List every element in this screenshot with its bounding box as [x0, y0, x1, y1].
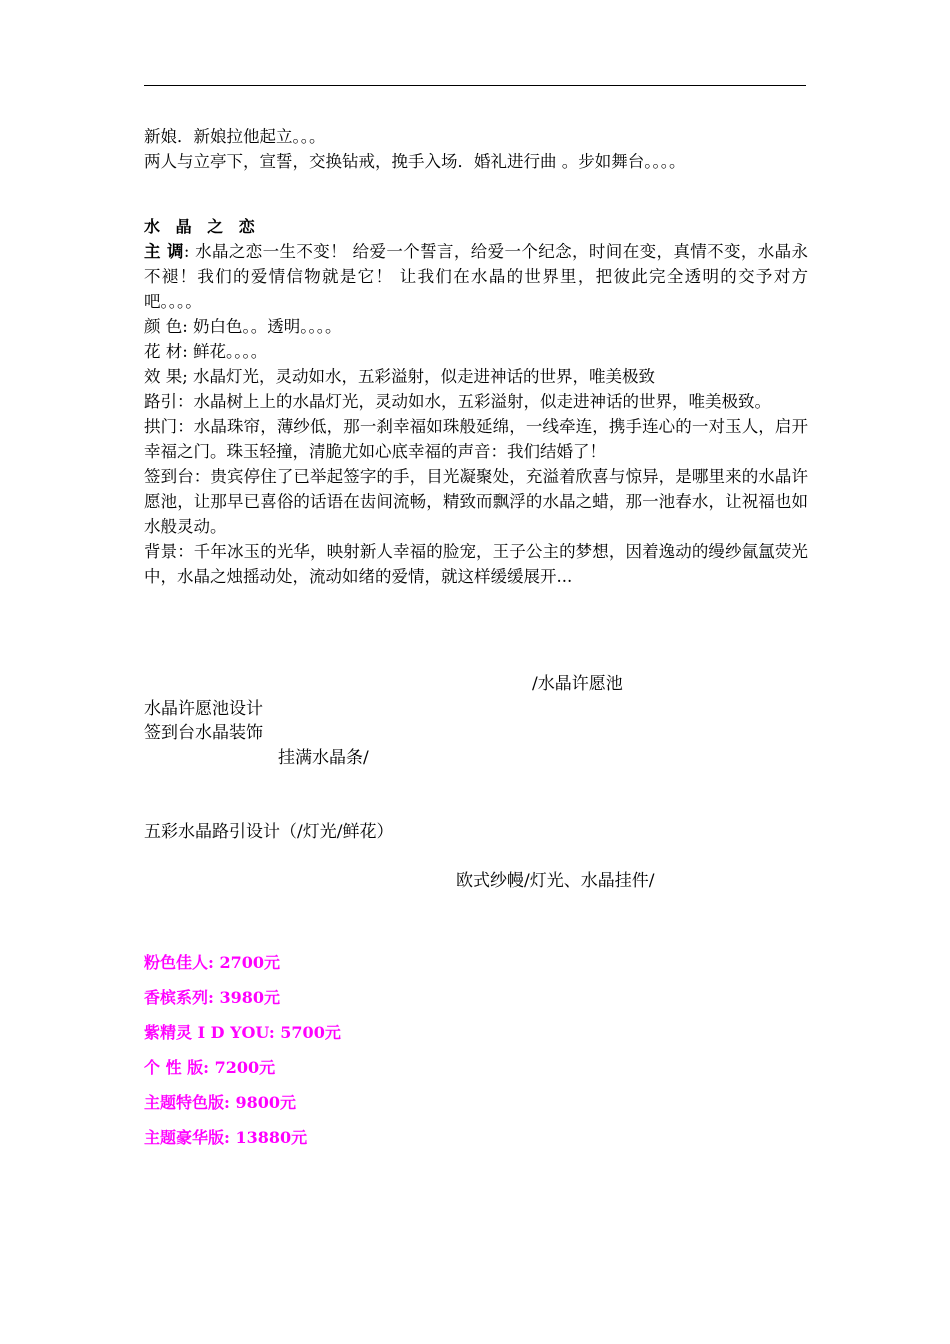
- text-line: 花 材: 鲜花。。。。: [144, 342, 268, 361]
- price-item: 个 性 版: 7200元: [144, 1058, 276, 1077]
- text-line: 新娘．新娘拉他起立。。。: [144, 127, 326, 146]
- intro-text: : 水晶之恋一生不变！ 给爱一个誓言，给爱一个纪念，时间在变，真情不变，水晶永不褪！我们的爱情信物就是它！ 让我们在水晶的世界里，把彼此完全透明的交予对方吧。。。。: [144, 242, 808, 311]
- caption-signin-decor: 签到台水晶装饰: [144, 723, 263, 743]
- text-line: 两人与立亭下，宣誓，交换钻戒，挽手入场．婚礼进行曲 。步如舞台。。。。: [144, 152, 686, 171]
- price-item: 主题特色版: 9800元: [144, 1093, 297, 1112]
- spacer: [144, 199, 808, 214]
- spacer: [144, 174, 808, 199]
- caption-crystal-strips: 挂满水晶条/: [278, 748, 369, 768]
- text-line: 颜 色: 奶白色。。透明。。。。: [144, 317, 342, 336]
- price-list: [144, 945, 341, 1155]
- text-line: 背景：千年冰玉的光华，映射新人幸福的脸宠，王子公主的梦想，因着逸动的缦纱氤氲荧光中，水晶之烛摇动处，流动如绪的爱情，就这样缓缓展开...: [144, 542, 808, 586]
- caption-aisle-design: 五彩水晶路引设计（/灯光/鲜花）: [144, 822, 394, 842]
- text-line: 路引：水晶树上上的水晶灯光，灵动如水，五彩溢射，似走进神话的世界，唯美极致。: [144, 392, 771, 411]
- section-title: 水 晶 之 恋: [144, 217, 260, 236]
- caption-wishing-pool: /水晶许愿池: [532, 674, 623, 694]
- caption-curtain: 欧式纱幔/灯光、水晶挂件/: [456, 871, 655, 891]
- text-line: 签到台：贵宾停住了已举起签字的手，目光凝聚处，充溢着欣喜与惊异，是哪里来的水晶许愿池，让那早已喜俗的话语在齿间流畅，精致而飘浮的水晶之蜡，那一池春水，让祝福也如水般灵动。: [144, 467, 808, 536]
- header-rule: [144, 85, 806, 86]
- document-body: [144, 124, 808, 589]
- text-line: 拱门：水晶珠帘，薄纱低，那一刹幸福如珠般延绵，一线牵连，携手连心的一对玉人，启开幸福之门。珠玉轻撞，清脆尤如心底幸福的声音：我们结婚了！: [144, 417, 808, 461]
- price-item: 粉色佳人: 2700元: [144, 953, 281, 972]
- intro-label: 主 调: [144, 242, 184, 261]
- price-item: 紫精灵 I D YOU: 5700元: [144, 1023, 341, 1042]
- caption-wishing-pool-design: 水晶许愿池设计: [144, 699, 263, 719]
- price-item: 香槟系列: 3980元: [144, 988, 281, 1007]
- price-item: 主题豪华版: 13880元: [144, 1128, 308, 1147]
- text-line: 效 果; 水晶灯光，灵动如水，五彩溢射，似走进神话的世界，唯美极致: [144, 367, 656, 386]
- intro-paragraph: [144, 239, 808, 314]
